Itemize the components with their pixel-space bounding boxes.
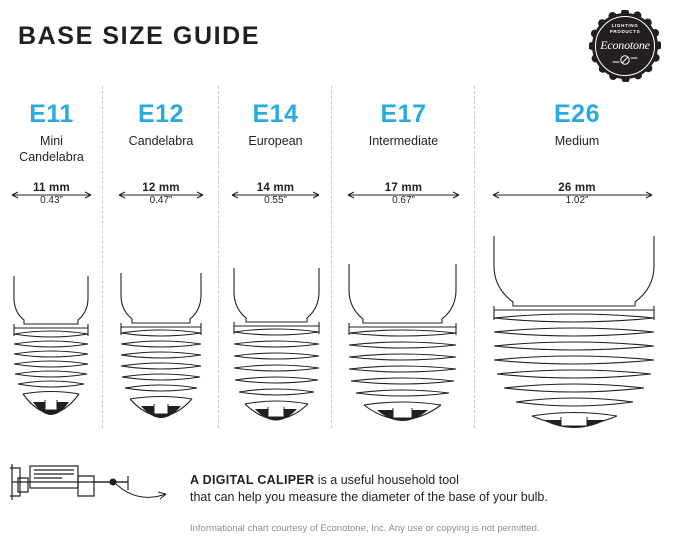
- column-e14: [219, 78, 332, 436]
- measure-arrow-icon: [219, 188, 332, 202]
- column-e26: [475, 78, 679, 436]
- bulb-base-diagram: [475, 236, 679, 436]
- column-name-line-1: European: [248, 134, 303, 148]
- brand-badge: [589, 10, 661, 82]
- badge-wordmark: Econotone: [600, 38, 650, 52]
- dimension-mm: 11 mm: [33, 182, 70, 194]
- dimension-inch: 0.55”: [264, 195, 287, 206]
- column-name: [103, 133, 219, 149]
- dimension-mm: 12 mm: [142, 182, 180, 194]
- base-size-columns: [0, 78, 679, 436]
- bulb-icon: [589, 54, 661, 66]
- bulb-base-diagram: [0, 276, 103, 436]
- column-name: [332, 133, 475, 149]
- bottom-note: [0, 440, 679, 537]
- note-line-2: that can help you measure the diameter of the base of your bulb.: [190, 490, 548, 504]
- column-name: [219, 133, 332, 149]
- bulb-base-diagram: [332, 264, 475, 436]
- column-e11: [0, 78, 103, 436]
- column-name-line-2: Candelabra: [19, 150, 84, 164]
- badge-top-line-1: LIGHTING: [611, 23, 639, 28]
- column-name-line-1: Candelabra: [128, 134, 194, 148]
- column-code: E26: [554, 100, 600, 128]
- dimension-inch: 0.47”: [149, 195, 173, 206]
- column-name-line-1: Intermediate: [368, 134, 439, 148]
- bulb-base-diagram: [219, 268, 332, 436]
- column-e17: [332, 78, 475, 436]
- page-title: BASE SIZE GUIDE: [18, 22, 261, 50]
- badge-top-line-2: PRODUCTS: [609, 29, 641, 34]
- footer-disclaimer: Informational chart courtesy of Econotone, Inc. Any use or copying is not permitted.: [190, 523, 540, 534]
- column-name: [475, 133, 679, 149]
- dimension-mm: 26 mm: [558, 182, 596, 194]
- measure-arrow-icon: [332, 188, 475, 202]
- measure-arrow-icon: [0, 188, 103, 202]
- column-code: E14: [252, 100, 299, 128]
- measure-arrow-icon: [103, 188, 219, 202]
- note-text: [190, 472, 660, 506]
- note-line-1: [190, 472, 660, 489]
- column-code: E11: [29, 100, 74, 128]
- dimension-mm: 17 mm: [384, 182, 423, 194]
- badge-top-text: [589, 23, 661, 35]
- dimension-inch: 0.43”: [40, 195, 63, 206]
- dimension-mm: 14 mm: [256, 182, 295, 194]
- column-code: E12: [138, 100, 184, 128]
- note-lead: A DIGITAL CALIPER: [190, 473, 315, 487]
- column-name-line-1: Mini: [40, 134, 63, 148]
- dimension-inch: 0.67”: [392, 195, 415, 206]
- measure-arrow-icon: [475, 188, 679, 202]
- column-code: E17: [380, 100, 427, 128]
- note-rest: is a useful household tool: [314, 473, 459, 487]
- dimension-inch: 1.02”: [565, 195, 589, 206]
- column-name-line-1: Medium: [554, 134, 600, 148]
- bulb-base-diagram: [103, 273, 219, 436]
- column-e12: [103, 78, 219, 436]
- column-name: [0, 133, 103, 165]
- digital-caliper-icon: [8, 448, 183, 518]
